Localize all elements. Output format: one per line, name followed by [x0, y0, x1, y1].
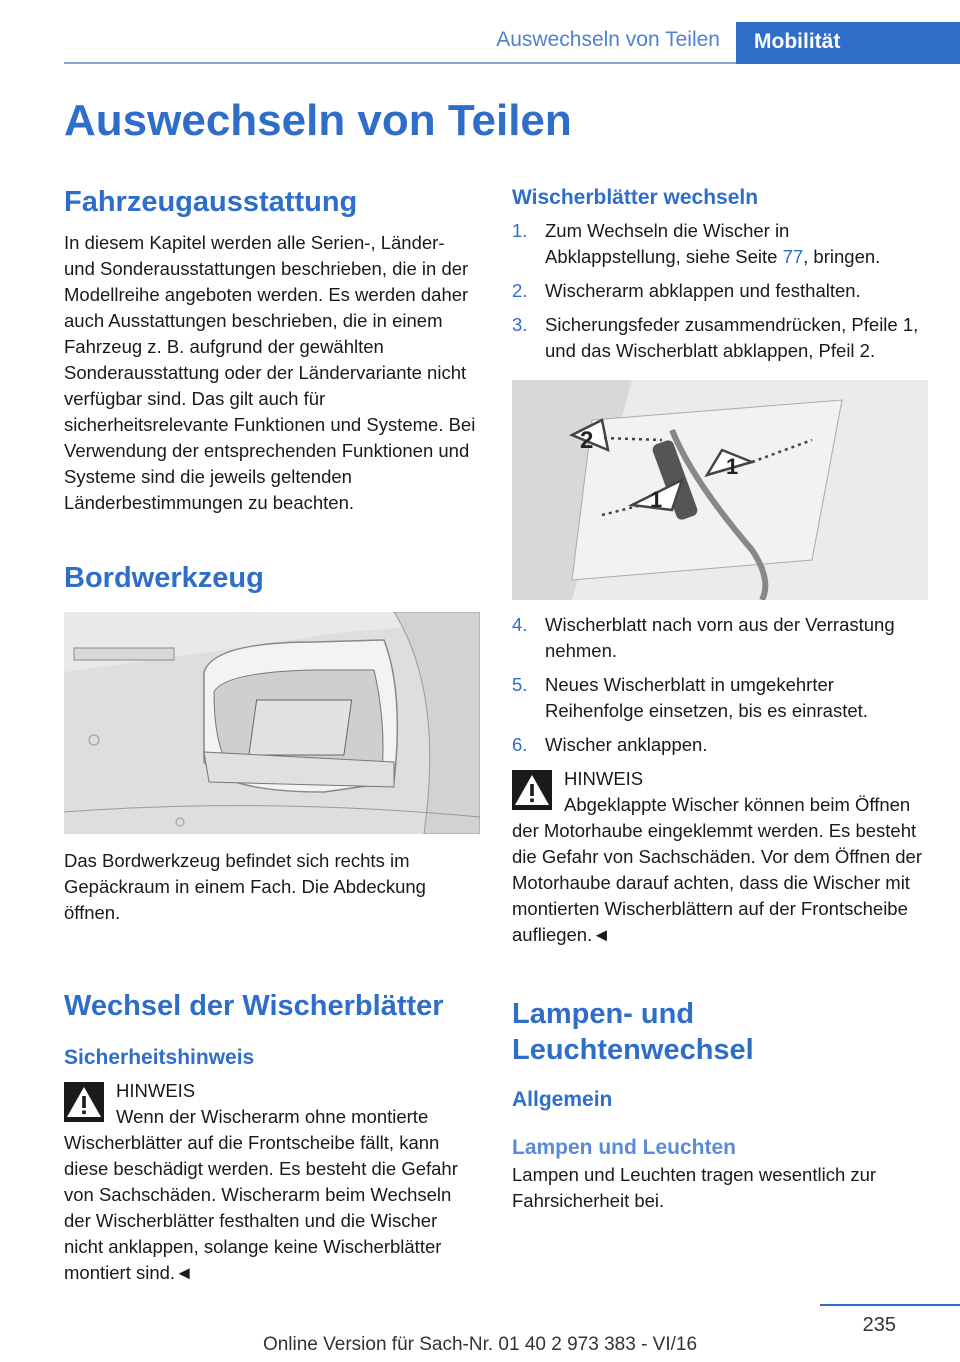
step-number: 1. — [512, 220, 528, 241]
safety-note-heading: Sicherheitshinweis — [64, 1046, 255, 1069]
toolkit-heading: Bordwerkzeug — [64, 562, 264, 594]
step-number: 4. — [512, 614, 528, 635]
equipment-heading: Fahrzeugausstattung — [64, 186, 358, 218]
lamps-text: Lampen und Leuchten tragen wesentlich zur Fahrsicherheit bei. — [512, 1164, 877, 1211]
warning-box-left — [64, 1078, 480, 1286]
warning-label: HINWEIS — [564, 768, 644, 789]
wiper-change-heading: Wechsel der Wischerblätter — [64, 990, 444, 1022]
figure-arrow-label: 1 — [726, 454, 739, 479]
footer-rule — [820, 1304, 960, 1306]
step-number: 3. — [512, 314, 528, 335]
lamps-subheading: Lampen und Leuchten — [512, 1136, 737, 1159]
wiper-steps-list-a — [512, 218, 928, 364]
header-chapter-tab — [736, 22, 960, 64]
wiper-steps-heading: Wischerblätter wechseln — [512, 186, 759, 209]
step-number: 5. — [512, 674, 528, 695]
step-number: 2. — [512, 280, 528, 301]
list-item — [512, 612, 928, 664]
page-reference-link[interactable]: 77 — [782, 246, 804, 267]
toolkit-illustration — [64, 612, 480, 834]
step-text: Neues Wischerblatt in umgekehrter Reihenfolge einsetzen, bis es einrastet. — [545, 674, 868, 721]
lamps-general-heading: Allgemein — [512, 1088, 613, 1111]
step-text: Sicherungsfeder zusammendrücken, Pfeile 1, und das Wischerblatt abklappen, Pfeil 2. — [545, 314, 919, 361]
header-chapter-label: Mobilität — [754, 30, 841, 53]
page-title: Auswechseln von Teilen — [64, 96, 572, 145]
warning-icon — [64, 1082, 104, 1122]
warning-label: HINWEIS — [116, 1080, 196, 1101]
step-text: Zum Wechseln die Wischer in Abklappstellung, siehe Seite — [545, 220, 790, 267]
figure-arrow-label: 2 — [580, 427, 594, 454]
wiper-steps-list-b — [512, 612, 928, 758]
step-text: Wischerarm abklappen und festhalten. — [545, 280, 861, 301]
list-item — [512, 218, 928, 270]
step-number: 6. — [512, 734, 528, 755]
warning-text: Abgeklappte Wischer können beim Öffnen der Motorhaube eingeklemmt werden. Es besteht die Gefahr von Sachschäden. Vor dem Öffnen der Motorhaube darauf achten, dass die Wischer mit montierten Wischerblättern auf der Frontscheibe aufliegen.◄ — [512, 794, 922, 945]
list-item — [512, 312, 928, 364]
header-section-title: Auswechseln von Teilen — [496, 28, 720, 51]
wiper-illustration — [512, 380, 928, 600]
equipment-text: In diesem Kapitel werden alle Serien-, Länder- und Sonderausstattungen beschrieben, die in der Modellreihe angeboten werden. Es werden daher auch Ausstattungen beschrieben, die in einem Fahrzeug z. B. aufgrund der gewählten Sonderausstattung oder der Ländervariante nicht verfügbar sind. Das gilt auch für sicherheitsrelevante Funktionen und Systeme. Bei Verwendung der entsprechenden Funktionen und Systeme sind die jeweils geltenden Länderbestimmungen zu beachten. — [64, 232, 476, 513]
footer-version-text: Online Version für Sach-Nr. 01 40 2 973 383 - VI/16 — [262, 1334, 698, 1355]
right-column — [512, 184, 928, 1214]
step-text-end: , bringen. — [803, 246, 881, 267]
warning-text: Wenn der Wischerarm ohne montierte Wischerblätter auf die Frontscheibe fällt, kann diese beschädigt werden. Es besteht die Gefahr von Sachschäden. Wischerarm beim Wechseln der Wischerblätter festhalten und die Wischer nicht anklappen, solange keine Wischerblätter montiert sind.◄ — [64, 1106, 458, 1283]
list-item — [512, 278, 928, 304]
lamps-heading: Lampen- und Leuchtenwechsel — [512, 998, 754, 1066]
wiper-figure — [512, 380, 928, 600]
step-text: Wischer anklappen. — [545, 734, 708, 755]
page-number: 235 — [862, 1314, 896, 1336]
toolkit-text: Das Bordwerkzeug befindet sich rechts im Gepäckraum in einem Fach. Die Abdeckung öffnen. — [64, 850, 426, 923]
left-column — [64, 184, 480, 1286]
step-text: Wischerblatt nach vorn aus der Verrastung nehmen. — [545, 614, 895, 661]
list-item — [512, 672, 928, 724]
toolkit-figure — [64, 612, 480, 834]
warning-icon — [512, 770, 552, 810]
warning-box-right — [512, 766, 928, 948]
list-item — [512, 732, 928, 758]
figure-arrow-label: 1 — [650, 487, 663, 512]
